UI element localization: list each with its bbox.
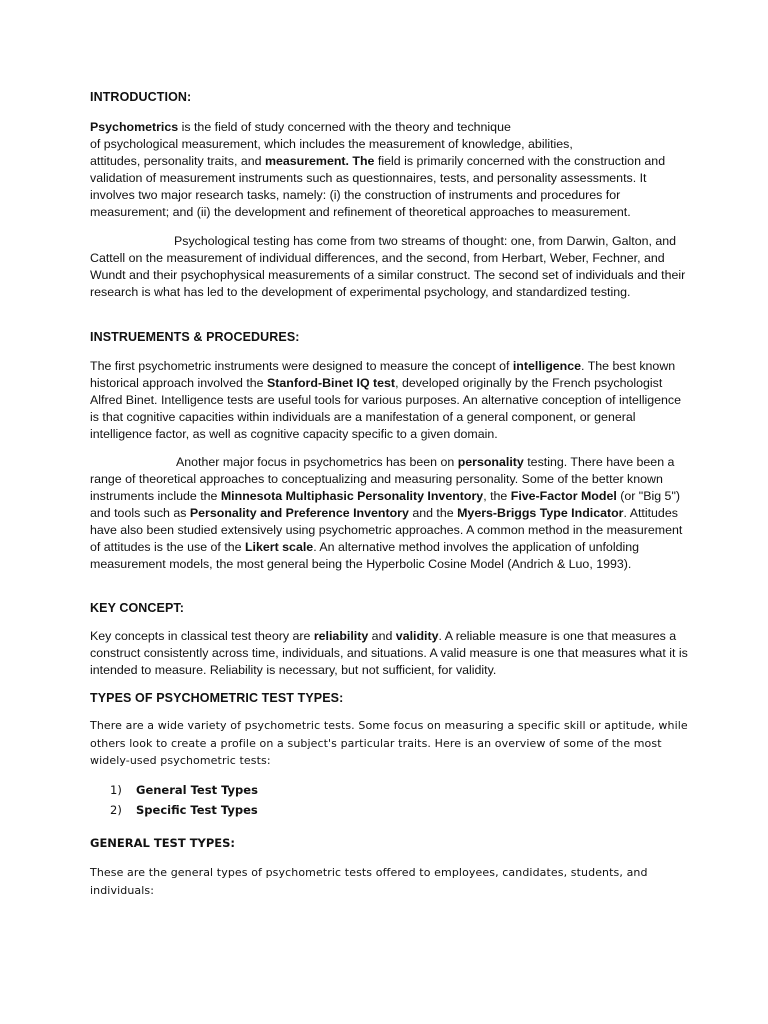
list-item — [110, 783, 258, 803]
section-heading-test-types: TYPES OF PSYCHOMETRIC TEST TYPES: — [90, 691, 344, 705]
emphasized-term: Myers-Briggs Type Indicator — [457, 506, 624, 520]
emphasized-term: validity — [395, 629, 439, 643]
section-heading-instruments: INSTRUEMENTS & PROCEDURES: — [90, 330, 300, 344]
emphasized-term: Minnesota Multiphasic Personality Inventory — [220, 489, 484, 503]
list-item — [110, 803, 258, 823]
instruments-paragraph-1: The first psychometric instruments were designed to measure the concept of intelligence. The best known historical approach involved the Stanford-Binet IQ test, developed originally by the French psychologist Alfred Binet. Intelligence tests are useful tools for various purposes. An alternative conception of intelligence is that cognitive capacities within individuals are a manifestation of a general component, or general intelligence factor, as well as cognitive capacity specific to a given domain. — [90, 359, 681, 441]
emphasized-term: Stanford-Binet IQ test — [267, 376, 396, 390]
emphasized-term: measurement. The — [264, 154, 375, 168]
intro-paragraph-2-text: Psychological testing has come from two streams of thought: one, from Darwin, Galton, and Cattell on the measurement of individual differences, and the second, from Herbart, Weber, Fechner, and Wundt and their psychophysical measurements of a similar construct. The second set of individuals and their research is what has led to the development of experimental psychology, and standardized testing. — [90, 234, 686, 299]
test-types-paragraph: There are a wide variety of psychometric tests. Some focus on measuring a specific skill or aptitude, while others look to create a profile on a subject's particular traits. Here is an overview of some of the most widely-used psychometric tests: — [90, 719, 688, 767]
emphasized-term: Five-Factor Model — [510, 489, 617, 503]
emphasized-term: personality — [457, 455, 524, 469]
emphasized-term: Likert scale — [244, 540, 314, 554]
list-item-number: 2) — [110, 802, 122, 817]
intro-paragraph-2 — [90, 233, 690, 301]
emphasized-term: intelligence — [512, 359, 582, 373]
section-heading-key-concept: KEY CONCEPT: — [90, 601, 185, 615]
emphasized-term: reliability — [313, 629, 369, 643]
key-concept-paragraph: Key concepts in classical test theory are reliability and validity. A reliable measure is one that measures a construct consistently across time, individuals, and situations. A valid measure is one that measures what it is intended to measure. Reliability is necessary, but not sufficient, for validity. — [90, 629, 688, 677]
instruments-paragraph-2: Another major focus in psychometrics has been on personality testing. There have been a range of theoretical approaches to conceptualizing and measuring personality. Some of the better known instruments include the Minnesota Multiphasic Personality Inventory, the Five-Factor Model (or "Big 5") and tools such as Personality and Preference Inventory and the Myers-Briggs Type Indicator. Attitudes have also been studied extensively using psychometric approaches. A common method in the measurement of attitudes is the use of the Likert scale. An alternative method involves the application of unfolding measurement models, the most general being the Hyperbolic Cosine Model (Andrich & Luo, 1993). — [90, 455, 683, 571]
section-heading-introduction: INTRODUCTION: — [90, 90, 192, 104]
section-heading-general-test-types: GENERAL TEST TYPES: — [90, 836, 236, 850]
list-item-number: 1) — [110, 783, 122, 797]
test-types-list — [110, 783, 258, 822]
general-test-types-paragraph: These are the general types of psychometric tests offered to employees, candidates, students, and individuals: — [90, 866, 648, 897]
emphasized-term: Personality and Preference Inventory — [189, 506, 409, 520]
list-item-label: General Test Types — [136, 783, 258, 797]
emphasized-term: Psychometrics — [90, 120, 179, 134]
list-item-label: Specific Test Types — [136, 802, 258, 817]
intro-paragraph-1: Psychometrics is the field of study concerned with the theory and technique of psychological measurement, which includes the measurement of knowledge, abilities, attitudes, personality traits, and measurement. The field is primarily concerned with the construction and validation of measurement instruments such as questionnaires, tests, and personality assessments. It involves two major research tasks, namely: (i) the construction of instruments and procedures for measurement; and (ii) the development and refinement of theoretical approaches to measurement. — [90, 120, 666, 219]
